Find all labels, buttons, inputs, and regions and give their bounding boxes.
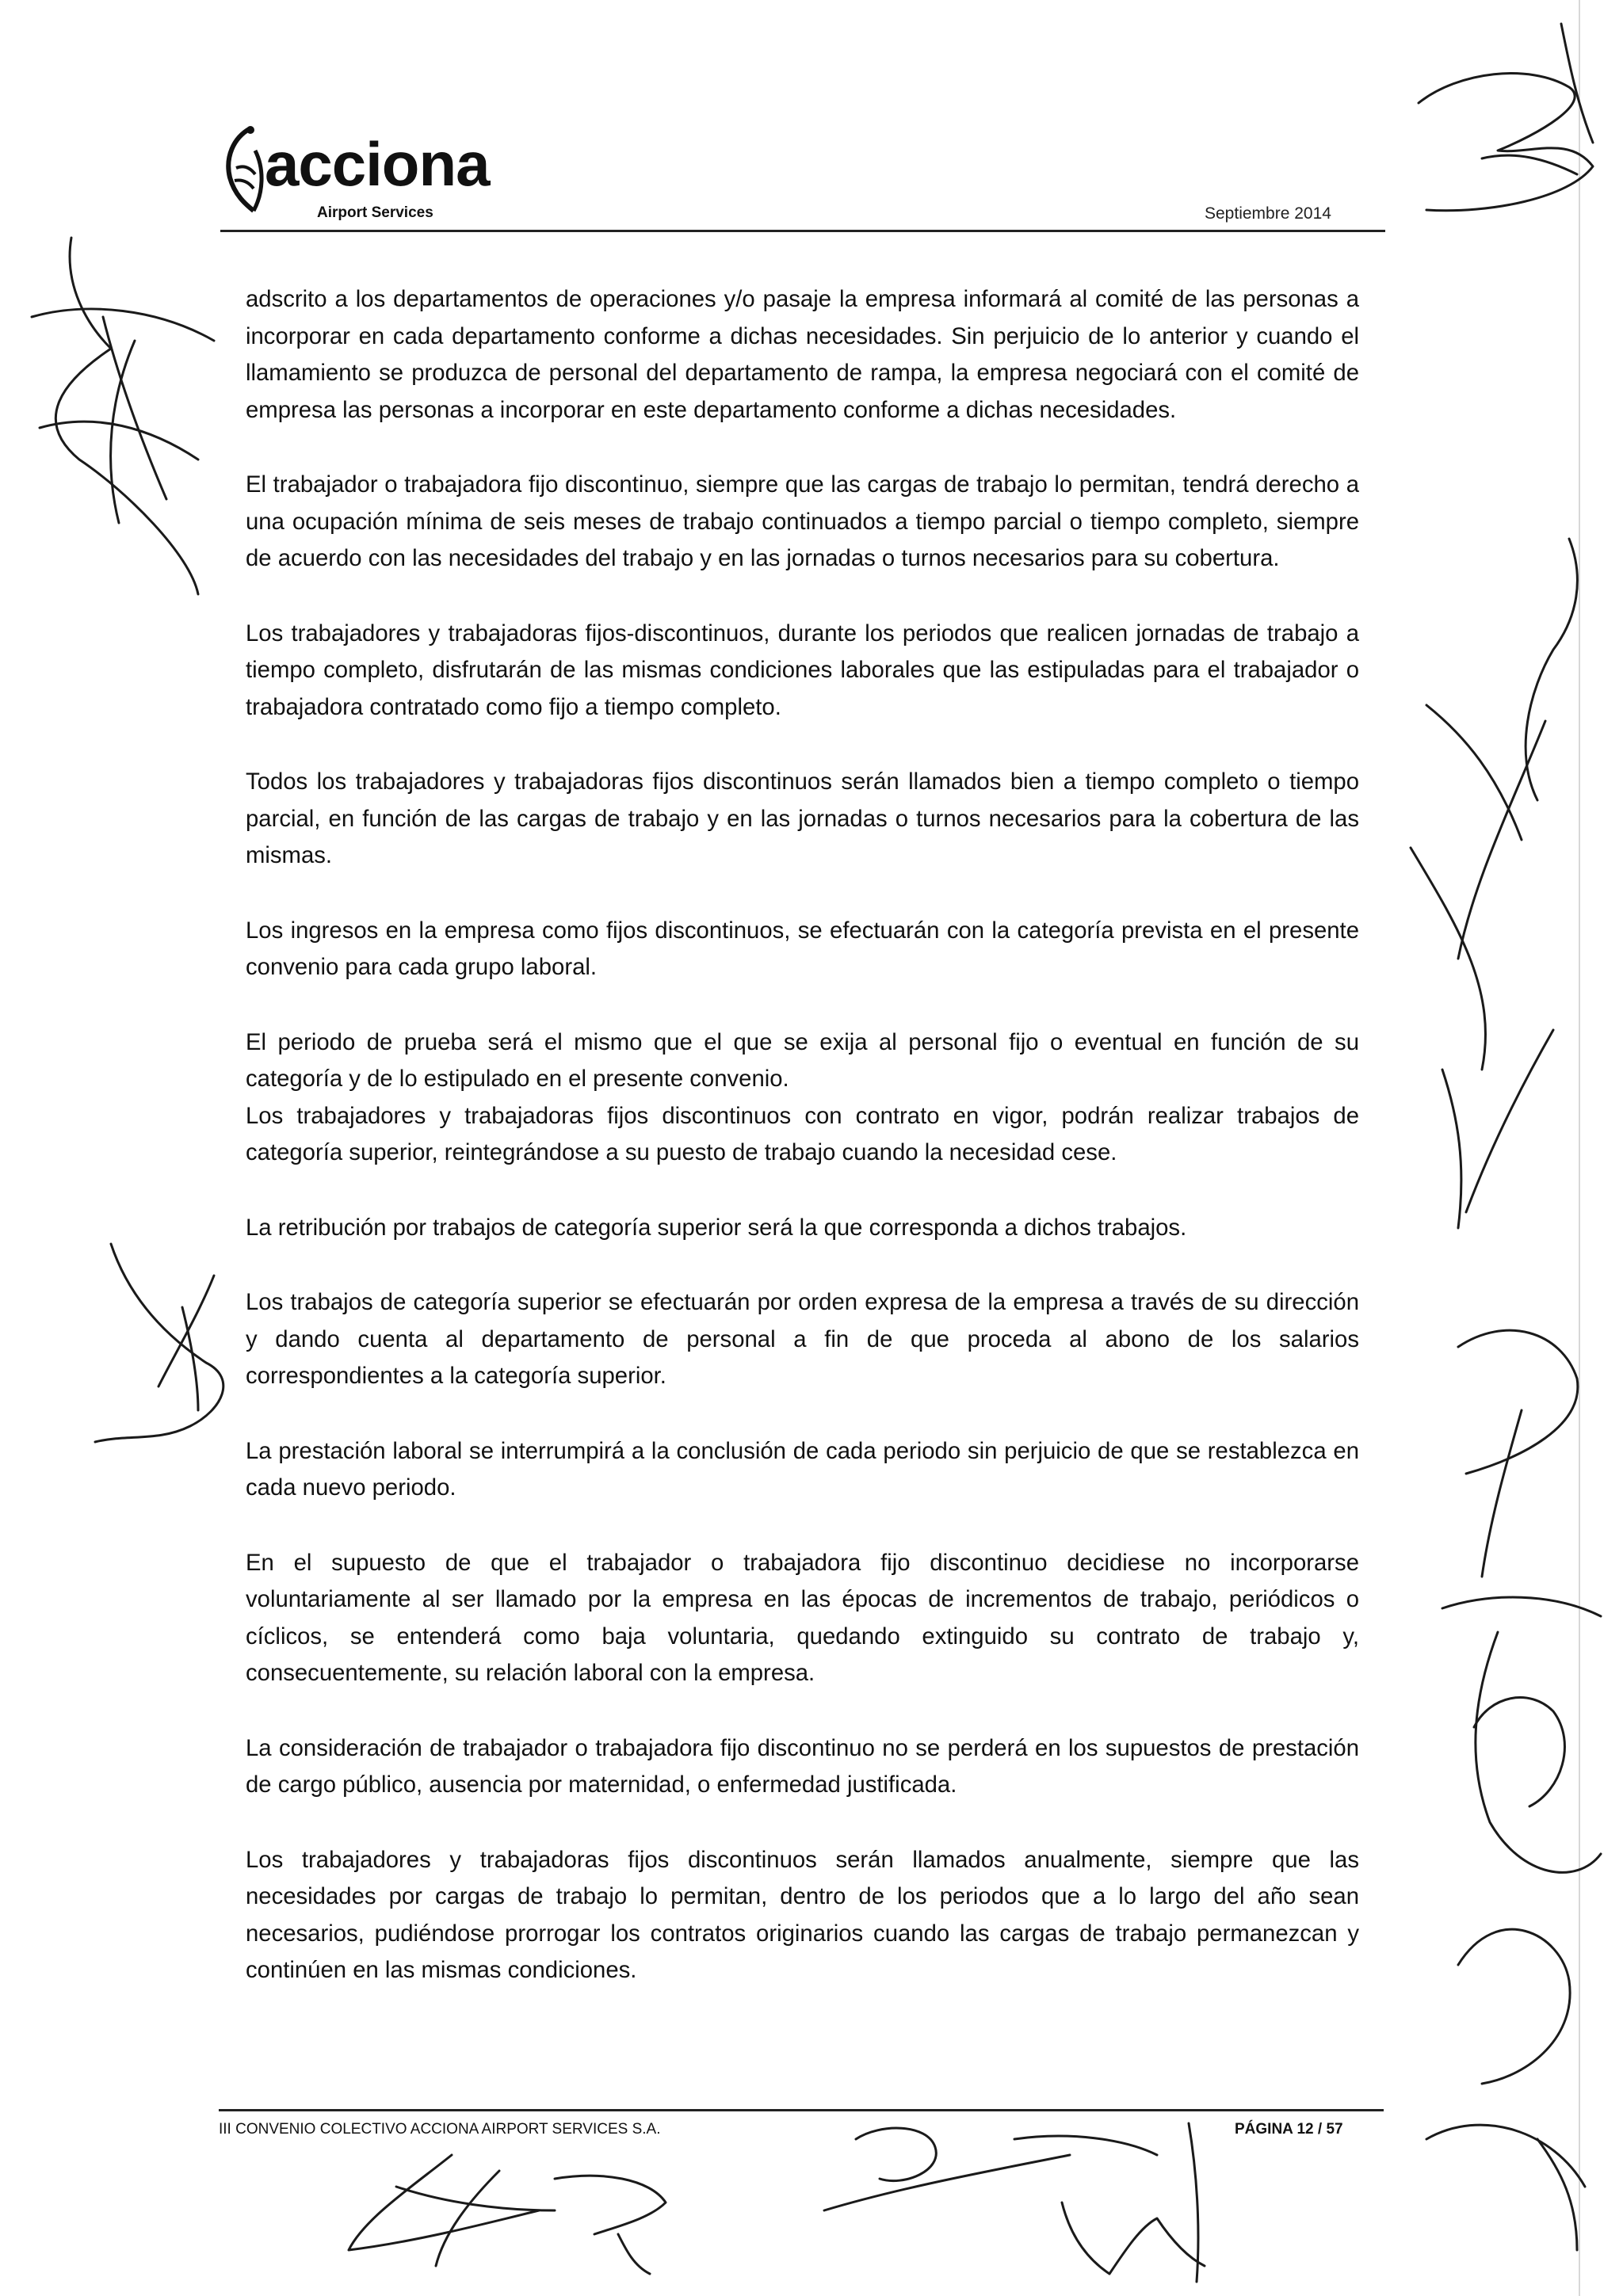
signature-left-top [16, 222, 222, 602]
paragraph: Los trabajadores y trabajadoras fijos discontinuos serán llamados anualmente, siempre que las necesidades por cargas de trabajo lo permitan, dentro de los periodos que a lo largo del año sean necesarios, pudiéndose prorrogar los contratos originarios cuando las cargas de trabajo permanezcan y continúen en las mismas condiciones. [246, 1846, 1359, 1983]
signature-right-middle [1395, 515, 1601, 1276]
header-divider [220, 230, 1385, 232]
signature-bottom-center [808, 2092, 1268, 2290]
paragraph: La prestación laboral se interrumpirá a la conclusión de cada periodo sin perjuicio de que se restablezca en cada nuevo periodo. [246, 1437, 1359, 1501]
paragraph: La consideración de trabajador o trabajadora fijo discontinuo no se perderá en los supuestos de prestación de cargo público, ausencia por maternidad, o enfermedad justificada. [246, 1734, 1359, 1798]
signature-right-bottom [1379, 1252, 1617, 2282]
logo-wordmark: acciona [265, 129, 490, 199]
paragraph: adscrito a los departamentos de operaciones y/o pasaje la empresa informará al comité de las personas a incorporar en cada departamento conforme a dichas necesidades. Sin perjuicio de lo anterior y cuando el llamamiento se produzca de personal del departamento de rampa, la empresa negociará con el comité de empresa las personas a incorporar en este departamento conforme a dichas necesidades. [246, 286, 1359, 423]
paragraph: Los trabajadores y trabajadoras fijos discontinuos con contrato en vigor, podrán realizar trabajos de categoría superior, reintegrándose a su puesto de trabajo cuando la necesidad cese. [246, 1102, 1359, 1165]
paragraph: Los trabajos de categoría superior se efectuarán por orden expresa de la empresa a través de su dirección y dando cuenta al departamento de personal a fin de que proceda al abono de los salarios correspondientes a la categoría superior. [246, 1289, 1359, 1389]
paragraph: El trabajador o trabajadora fijo discontinuo, siempre que las cargas de trabajo lo permitan, tendrá derecho a una ocupación mínima de seis meses de trabajo continuados a tiempo parcial o tiempo completo, siempre de acuerdo con las necesidades del trabajo y en las jornadas o turnos necesarios para su cobertura. [246, 471, 1359, 571]
paragraph: Los ingresos en la empresa como fijos discontinuos, se efectuarán con la categoría prevista en el presente convenio para cada grupo laboral. [246, 917, 1359, 980]
paragraph: El periodo de prueba será el mismo que el que se exija al personal fijo o eventual en función de su categoría y de lo estipulado en el presente convenio. [246, 1028, 1359, 1092]
footer-title: III CONVENIO COLECTIVO ACCIONA AIRPORT SERVICES S.A. [219, 2121, 661, 2138]
company-logo [219, 119, 504, 230]
paragraph: Todos los trabajadores y trabajadoras fijos discontinuos serán llamados bien a tiempo completo o tiempo parcial, en función de las cargas de trabajo y en las jornadas o turnos necesarios para la cobertura de las mismas. [246, 769, 1359, 868]
signature-bottom-left [317, 2139, 761, 2282]
document-body [246, 281, 1359, 2027]
signature-top-right [1411, 16, 1609, 230]
paragraph: En el supuesto de que el trabajador o trabajadora fijo discontinuo decidiese no incorporarse voluntariamente al ser llamado por la empresa en las épocas de incrementos de trabajo, periódicos o cíclicos, se entenderá como baja voluntaria, quedando extinguido su contrato de trabajo y, consecuentemente, su relación laboral con la empresa. [246, 1549, 1359, 1686]
paragraph: Los trabajadores y trabajadoras fijos-discontinuos, durante los periodos que realicen jornadas de trabajo a tiempo completo, disfrutarán de las mismas condiciones laborales que las estipuladas para el trabajador o trabajadora contratado como fijo a tiempo completo. [246, 620, 1359, 720]
page-number: PÁGINA 12 / 57 [1235, 2121, 1343, 2138]
signature-left-bottom [79, 1228, 254, 1466]
logo-subtitle: Airport Services [317, 204, 433, 221]
paragraph: La retribución por trabajos de categoría superior será la que corresponda a dichos trabajos. [246, 1214, 1187, 1241]
document-date: Septiembre 2014 [1205, 204, 1331, 223]
